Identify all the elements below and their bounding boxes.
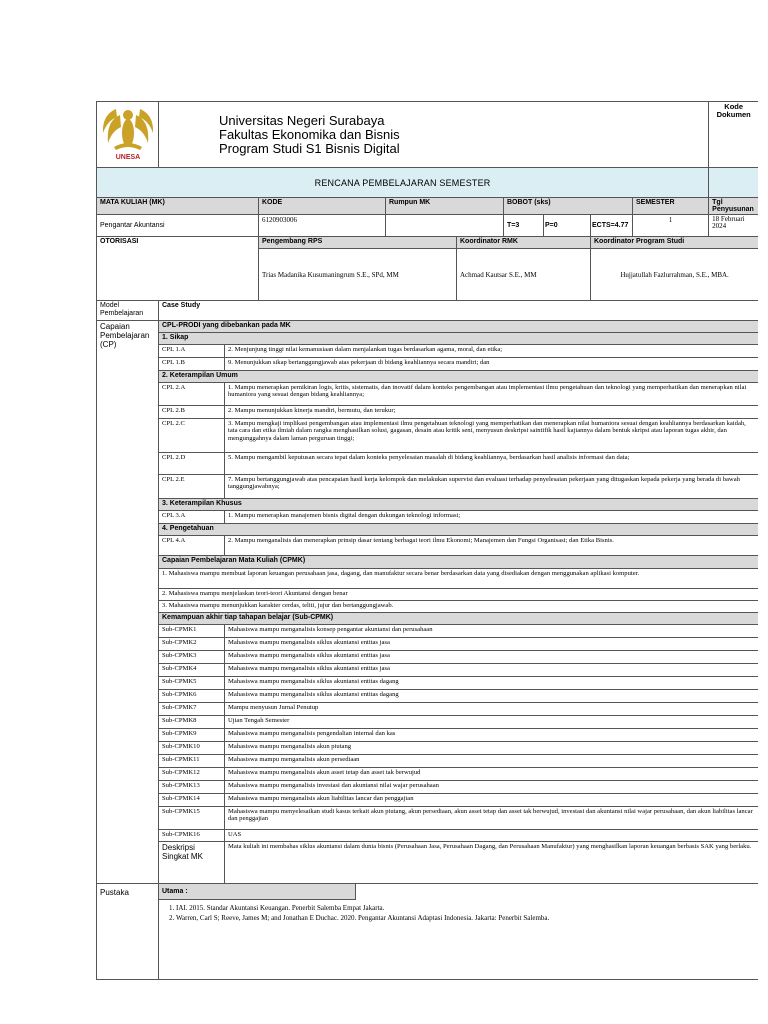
kode-header: KODE	[259, 198, 386, 215]
pustaka-label: Pustaka	[97, 884, 159, 980]
sub-cpmk-text: Mahasiswa mampu menganalisis siklus akuntansi entitas jasa	[225, 651, 759, 664]
unesa-logo	[100, 103, 156, 161]
cpl-text: 5. Mampu mengambil keputusan secara tepat dalam konteks penyelesaian masalah di bidang keahliannya, berdasarkan hasil analisis informasi dan data;	[225, 453, 759, 475]
program-name: Program Studi S1 Bisnis Digital	[219, 140, 400, 156]
dev-name: Trias Madanika Kusumaningrum S.E., SPd, MM	[259, 249, 457, 301]
sub-cpmk-code: Sub-CPMK3	[159, 651, 225, 664]
sub-cpmk-text: Mahasiswa mampu menganalisis akun liabilitas lancar dan penggajian	[225, 794, 759, 807]
cpl-text: 2. Mampu menganalisis dan menerapkan prinsip dasar tentang berbagai teori ilmu Ekonomi; Manajemen dan Fungsi Organisasi; dan Etika Bisnis.	[225, 536, 759, 556]
sub-cpmk-code: Sub-CPMK12	[159, 768, 225, 781]
cpmk-item: 3. Mahasiswa mampu menunjukkan karakter cerdas, teliti, jujur dan bertanggungjawab.	[159, 601, 759, 613]
sub-cpmk-code: Sub-CPMK8	[159, 716, 225, 729]
sub-cpmk-code: Sub-CPMK13	[159, 781, 225, 794]
model-label: Model Pembelajaran	[97, 301, 159, 321]
cpl-code: CPL 1.B	[159, 358, 225, 371]
rps-table	[96, 101, 758, 980]
sub-cpmk-text: Mahasiswa mampu menganalisis siklus akuntansi entitas jasa	[225, 638, 759, 651]
sub-cpmk-text: Ujian Tengah Semester	[225, 716, 759, 729]
course-ects: ECTS=4.77	[591, 215, 633, 237]
sub-cpmk-text: Mahasiswa mampu menganalisis siklus akuntansi entitas dagang	[225, 690, 759, 703]
cpmk-heading: Capaian Pembelajaran Mata Kuliah (CPMK)	[159, 556, 759, 569]
dev-label: Pengembang RPS	[259, 237, 457, 249]
mk-header: MATA KULIAH (MK)	[97, 198, 259, 215]
document-title: RENCANA PEMBELAJARAN SEMESTER	[97, 168, 709, 198]
course-p: P=0	[544, 215, 591, 237]
course-rumpun	[386, 215, 504, 237]
sub-cpmk-text: Mahasiswa mampu menganalisis konsep pengantar akuntansi dan perusahaan	[225, 625, 759, 638]
cpl-text: 9. Menunjukkan sikap bertanggungjawab atas pekerjaan di bidang keahliannya secara mandiri; dan	[225, 358, 759, 371]
cpl-text: 1. Mampu menerapkan manajemen bisnis digital dengan dukungan teknologi informasi;	[225, 511, 759, 524]
cpl-text: 2. Mampu menunjukkan kinerja mandiri, bermutu, dan terukur;	[225, 406, 759, 419]
sub-cpmk-text: Mahasiswa mampu menganalisis investasi dan akuntansi nilai wajar perusahaan	[225, 781, 759, 794]
section-title: 3. Keterampilan Khusus	[159, 499, 759, 511]
sub-cpmk-heading: Kemampuan akhir tiap tahapan belajar (Sub-CPMK)	[159, 613, 759, 625]
logo-text: UNESA	[115, 154, 141, 161]
cpmk-item: 1. Mahasiswa mampu membuat laporan keuangan perusahaan jasa, dagang, dan manufaktur secara benar berdasarkan data yang disediakan dengan menggunakan aplikasi komputer.	[159, 569, 759, 589]
cpl-text: 7. Mampu bertanggungjawab atas pencapaian hasil kerja kelompok dan melakukan supervisi dan evaluasi terhadap penyelesaian pekerjaan yang ditugaskan kepada pekerja yang berada di bawah tanggungjawabnya;	[225, 475, 759, 499]
cpl-code: CPL 4.A	[159, 536, 225, 556]
sub-cpmk-code: Sub-CPMK1	[159, 625, 225, 638]
logo-cell	[97, 102, 159, 168]
rumpun-header: Rumpun MK	[386, 198, 504, 215]
sub-cpmk-code: Sub-CPMK14	[159, 794, 225, 807]
cpmk-item: 2. Mahasiswa mampu menjelaskan teori-teori Akuntansi dengan benar	[159, 589, 759, 601]
sub-cpmk-code: Sub-CPMK4	[159, 664, 225, 677]
sub-cpmk-text: Mahasiswa mampu menganalisis akun persediaan	[225, 755, 759, 768]
sub-cpmk-text: Mampu menyusun Jurnal Penutup	[225, 703, 759, 716]
sub-cpmk-code: Sub-CPMK10	[159, 742, 225, 755]
institution-header	[159, 102, 709, 168]
bobot-header: BOBOT (sks)	[504, 198, 633, 215]
sub-cpmk-text: Mahasiswa mampu menganalisis siklus akuntansi entitas jasa	[225, 664, 759, 677]
pustaka-utama-label: Utama :	[159, 884, 356, 900]
prodi-label: Koordinator Program Studi	[591, 237, 759, 249]
deskripsi-label: Deskripsi Singkat MK	[159, 842, 225, 884]
cpl-code: CPL 2.C	[159, 419, 225, 453]
section-title: 4. Pengetahuan	[159, 524, 759, 536]
course-date: 18 Februari 2024	[709, 215, 758, 237]
rmk-label: Koordinator RMK	[457, 237, 591, 249]
faculty-name: Fakultas Ekonomika dan Bisnis	[219, 126, 400, 142]
cpl-code: CPL 2.D	[159, 453, 225, 475]
semester-header: SEMESTER	[633, 198, 709, 215]
cpl-code: CPL 2.E	[159, 475, 225, 499]
sub-cpmk-code: Sub-CPMK6	[159, 690, 225, 703]
model-value: Case Study	[159, 301, 759, 321]
sub-cpmk-code: Sub-CPMK11	[159, 755, 225, 768]
sub-cpmk-code: Sub-CPMK9	[159, 729, 225, 742]
sub-cpmk-text: Mahasiswa mampu menganalisis akun asset tetap dan asset tak berwujud	[225, 768, 759, 781]
cpl-heading: CPL-PRODI yang dibebankan pada MK	[159, 321, 759, 333]
pustaka-list-cell	[159, 900, 759, 980]
course-semester: 1	[633, 215, 709, 237]
title-spacer	[709, 168, 758, 198]
kode-dokumen: Kode Dokumen	[709, 102, 758, 168]
sub-cpmk-text: Mahasiswa mampu menganalisis pengendalian internal dan kas	[225, 729, 759, 742]
capaian-label: Capaian Pembelajaran (CP)	[97, 321, 159, 884]
section-title: 2. Keterampilan Umum	[159, 371, 759, 383]
pustaka-list	[162, 903, 755, 923]
cpl-text: 2. Menjunjung tinggi nilai kemanusiaan dalam menjalankan tugas berdasarkan agama, moral, dan etika;	[225, 345, 759, 358]
cpl-text: 1. Mampu menerapkan pemikiran logis, kritis, sistematis, dan inovatif dalam konteks pengembangan atau implementasi ilmu pengetahuan dan teknologi yang memperhatikan dan menerapkan nilai humaniora yang sesuai dengan bidang keahliannya;	[225, 383, 759, 406]
course-code: 6120903006	[259, 215, 386, 237]
cpl-code: CPL 2.A	[159, 383, 225, 406]
sub-cpmk-code: Sub-CPMK15	[159, 807, 225, 830]
sub-cpmk-text: Mahasiswa mampu menganalisis akun piutang	[225, 742, 759, 755]
course-t: T=3	[504, 215, 544, 237]
sub-cpmk-text: UAS	[225, 830, 759, 842]
sub-cpmk-text: Mahasiswa mampu menyelesaikan studi kasus terkait akun piutang, akun persediaan, akun asset tetap dan asset tak berwujud, investasi dan akuntansi nilai wajar perusahaan, dan akun liabilitas lancar dan penggajian	[225, 807, 759, 830]
sub-cpmk-code: Sub-CPMK5	[159, 677, 225, 690]
prodi-name: Hujjatullah Fazlurrahman, S.E., MBA.	[591, 249, 759, 301]
tgl-header: Tgl Penyusunan	[709, 198, 758, 215]
rmk-name: Achmad Kautsar S.E., MM	[457, 249, 591, 301]
cpl-text: 3. Mampu mengkaji implikasi pengembangan atau implementasi ilmu pengetahuan teknologi yang memperhatikan dan menerapkan nilai humaniora sesuai dengan keahliannya berdasarkan kaidah, tata cara dan etika ilmiah dalam rangka menghasilkan solusi, gagasan, desain atau kritik seni, menyusun deskripsi saintifik hasil kajiannya dalam bentuk skripsi atau laporan tugas akhir, dan mengunggahnya dalam laman perguruan tinggi;	[225, 419, 759, 453]
pustaka-item: 2. Warren, Carl S; Reeve, James M; and Jonathan E Duchac. 2020. Pengantar Akuntansi Adaptasi Indonesia. Jakarta: Penerbit Salemba.	[176, 913, 755, 923]
cpl-code: CPL 3.A	[159, 511, 225, 524]
otorisasi-label: OTORISASI	[97, 237, 259, 301]
course-name: Pengantar Akuntansi	[97, 215, 259, 237]
sub-cpmk-code: Sub-CPMK16	[159, 830, 225, 842]
rps-document	[96, 101, 758, 1024]
sub-cpmk-code: Sub-CPMK2	[159, 638, 225, 651]
pustaka-utama-spacer	[356, 884, 759, 900]
sub-cpmk-code: Sub-CPMK7	[159, 703, 225, 716]
cpl-code: CPL 1.A	[159, 345, 225, 358]
university-name: Universitas Negeri Surabaya	[219, 112, 385, 128]
sub-cpmk-text: Mahasiswa mampu menganalisis siklus akuntansi entitas dagang	[225, 677, 759, 690]
pustaka-item: 1. IAI. 2015. Standar Akuntansi Keuangan. Penerbit Salemba Empat Jakarta.	[176, 903, 755, 913]
section-title: 1. Sikap	[159, 333, 759, 345]
cpl-code: CPL 2.B	[159, 406, 225, 419]
deskripsi-text: Mata kuliah ini membahas siklus akuntansi dalam dunia bisnis (Perusahaan Jasa, Perusahaan Dagang, dan Perusahaan Manufaktur) yang menghasilkan laporan keuangan berbasis SAK yang berlaku.	[225, 842, 759, 884]
